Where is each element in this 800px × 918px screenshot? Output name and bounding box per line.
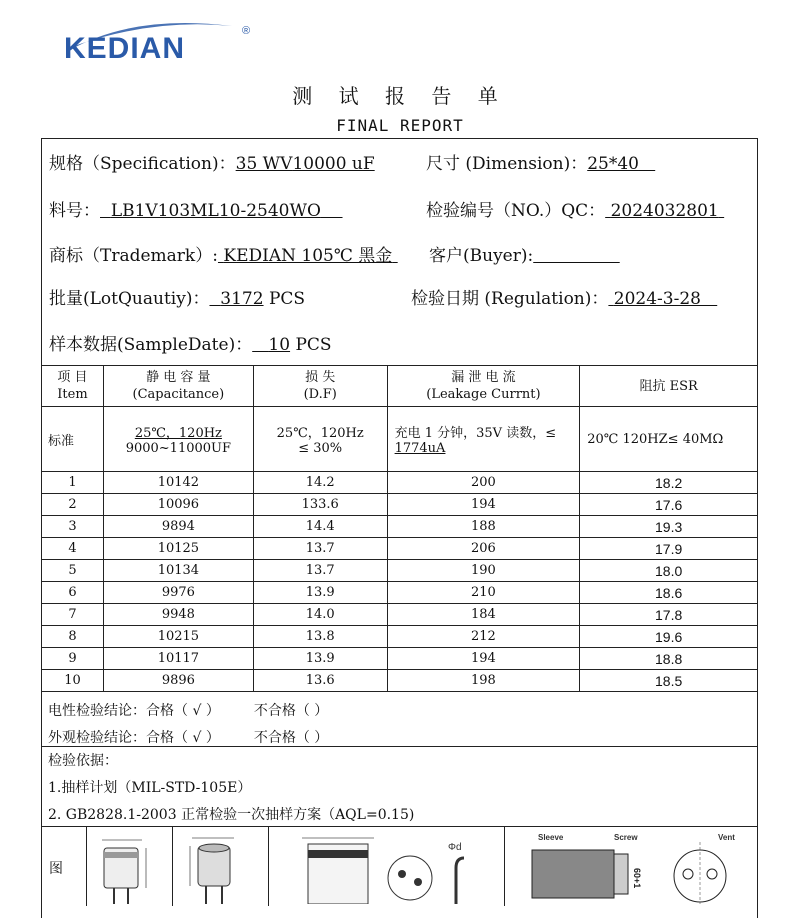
test-results-table (41, 365, 758, 692)
logo-registered-mark: ® (242, 25, 251, 37)
kedian-logo (64, 20, 264, 70)
cell-df: 13.7 (253, 560, 387, 582)
table-row (42, 648, 758, 670)
cell-capacitance: 9896 (103, 670, 253, 692)
basis-2: 2. GB2828.1-2003 正常检验一次抽样方案（AQL=0.15) (48, 807, 415, 823)
table-row (42, 494, 758, 516)
lot-label: 批量(LotQuautiy)： (49, 289, 210, 309)
side-mark-label: 60+1 (632, 868, 642, 889)
screw-capacitor-drawing (510, 828, 754, 904)
screw-label: Screw (614, 833, 638, 842)
table-row (42, 582, 758, 604)
cell-item: 7 (42, 604, 104, 626)
cell-esr: 17.8 (580, 604, 758, 626)
cell-esr: 18.2 (580, 472, 758, 494)
trademark-value: KEDIAN 105℃ 黑金 (223, 246, 393, 266)
dimension-label: 尺寸 (Dimension)： (426, 154, 588, 174)
cell-leakage: 194 (387, 648, 580, 670)
cell-leakage: 210 (387, 582, 580, 604)
divider (172, 826, 173, 906)
header-leakage-en: (Leakage Currnt) (426, 387, 541, 402)
table-row (42, 670, 758, 692)
inspection-no-line (426, 196, 724, 221)
cell-df: 13.9 (253, 582, 387, 604)
header-item-cn: 项 目 (57, 370, 88, 385)
cell-df: 13.6 (253, 670, 387, 692)
cell-leakage: 198 (387, 670, 580, 692)
standard-label: 标准 (42, 407, 104, 472)
table-row (42, 604, 758, 626)
logo-text: KEDIAN (64, 32, 186, 65)
appearance-conclusion (48, 727, 328, 747)
lot-line (49, 284, 305, 309)
inspection-no-value: 2024032801 (610, 201, 719, 221)
header-capacitance (103, 366, 253, 407)
cell-item: 1 (42, 472, 104, 494)
electrical-fail: 不合格（ ） (253, 703, 329, 719)
header-df-cn: 损 失 (305, 370, 336, 385)
divider (41, 826, 758, 827)
standard-cap-line1: 25℃，120Hz (134, 426, 222, 441)
inspection-no-label: 检验编号（NO.）QC： (426, 201, 606, 221)
vent-label: Vent (718, 833, 735, 842)
cell-capacitance: 10142 (103, 472, 253, 494)
standard-df (253, 407, 387, 472)
cell-capacitance: 10125 (103, 538, 253, 560)
drawing-label: 图 (49, 861, 63, 877)
cell-capacitance: 10096 (103, 494, 253, 516)
trademark-line (49, 241, 398, 266)
divider (86, 826, 87, 906)
cell-esr: 19.6 (580, 626, 758, 648)
lot-value: 3172 (220, 289, 264, 309)
standard-df-line1: 25℃，120Hz (276, 426, 364, 441)
part-label: 料号： (49, 201, 100, 221)
table-row (42, 626, 758, 648)
electrical-pass: 电性检验结论：合格（ √ ） (48, 703, 220, 719)
standard-leak-line2: 1774uA (394, 441, 446, 456)
header-df (253, 366, 387, 407)
sample-label: 样本数据(SampleDate)： (49, 335, 253, 355)
basis-1: 1.抽样计划（MIL-STD-105E） (48, 780, 252, 796)
standard-leakage (387, 407, 580, 472)
cell-item: 4 (42, 538, 104, 560)
cell-capacitance: 9948 (103, 604, 253, 626)
cell-df: 14.0 (253, 604, 387, 626)
standard-capacitance (103, 407, 253, 472)
cell-capacitance: 9894 (103, 516, 253, 538)
standard-leak-line1: 充电 1 分钟，35V 读数，≤ (394, 426, 557, 441)
cell-esr: 17.6 (580, 494, 758, 516)
standard-cap-line2: 9000~11000UF (125, 441, 232, 456)
dimension-line (426, 149, 655, 174)
basis-title: 检验依据： (48, 753, 118, 769)
electrical-conclusion (48, 700, 328, 720)
lot-unit: PCS (268, 289, 306, 309)
cell-leakage: 200 (387, 472, 580, 494)
trademark-label: 商标（Trademark）: (49, 246, 218, 266)
cell-capacitance: 10117 (103, 648, 253, 670)
header-item (42, 366, 104, 407)
divider (41, 746, 758, 747)
buyer-blank (533, 246, 619, 266)
header-esr (580, 366, 758, 407)
table-row (42, 516, 758, 538)
standard-esr: 20℃ 120HZ≤ 40MΩ (580, 407, 758, 472)
sample-unit: PCS (295, 335, 332, 355)
spec-capacitance: 10000 uF (292, 154, 375, 174)
header-item-en: Item (57, 387, 88, 402)
spec-label: 规格（Specification)： (49, 154, 236, 174)
cell-item: 6 (42, 582, 104, 604)
cell-df: 14.4 (253, 516, 387, 538)
divider (504, 826, 505, 906)
header-esr-cn: 阻抗 ESR (639, 378, 698, 394)
report-title-cn: 测 试 报 告 单 (292, 84, 508, 108)
cell-df: 133.6 (253, 494, 387, 516)
cell-esr: 19.3 (580, 516, 758, 538)
header-capacitance-en: (Capacitance) (132, 387, 225, 402)
cell-item: 10 (42, 670, 104, 692)
cell-esr: 18.5 (580, 670, 758, 692)
table-header-row (42, 366, 758, 407)
cell-item: 5 (42, 560, 104, 582)
header-df-en: (D.F) (303, 387, 337, 402)
cell-df: 13.9 (253, 648, 387, 670)
table-row (42, 538, 758, 560)
cell-item: 2 (42, 494, 104, 516)
cell-item: 3 (42, 516, 104, 538)
cell-capacitance: 9976 (103, 582, 253, 604)
spec-line (49, 149, 375, 174)
regulation-value: 2024-3-28 (613, 289, 701, 309)
spec-voltage: 35 WV (235, 154, 293, 174)
header-capacitance-cn: 静 电 容 量 (146, 370, 211, 385)
capacitor-front-drawing (92, 828, 168, 904)
standard-df-line2: ≤ 30% (298, 441, 343, 456)
cell-esr: 18.6 (580, 582, 758, 604)
table-row (42, 472, 758, 494)
part-value: LB1V103ML10-2540WO (110, 201, 321, 221)
standard-row (42, 407, 758, 472)
sample-line (49, 330, 332, 355)
cell-leakage: 190 (387, 560, 580, 582)
regulation-line (411, 284, 717, 309)
cell-item: 8 (42, 626, 104, 648)
cell-leakage: 212 (387, 626, 580, 648)
appearance-pass: 外观检验结论：合格（ √ ） (48, 730, 220, 746)
dimension-value: 25*40 (587, 154, 639, 174)
cell-df: 14.2 (253, 472, 387, 494)
cell-capacitance: 10215 (103, 626, 253, 648)
cell-esr: 18.0 (580, 560, 758, 582)
cell-leakage: 194 (387, 494, 580, 516)
header-leakage-cn: 漏 泄 电 流 (451, 370, 516, 385)
sleeve-label: Sleeve (538, 833, 564, 842)
sample-value: 10 (268, 335, 291, 355)
report-title-en: FINAL REPORT (336, 116, 464, 135)
divider (268, 826, 269, 906)
result-rows (42, 472, 758, 692)
table-row (42, 560, 758, 582)
cell-esr: 17.9 (580, 538, 758, 560)
buyer-label: 客户(Buyer): (429, 246, 534, 266)
cell-df: 13.7 (253, 538, 387, 560)
cell-leakage: 188 (387, 516, 580, 538)
snap-in-capacitor-drawing (278, 828, 498, 904)
cell-df: 13.8 (253, 626, 387, 648)
header-leakage (387, 366, 580, 407)
cell-item: 9 (42, 648, 104, 670)
cell-capacitance: 10134 (103, 560, 253, 582)
capacitor-side-drawing (180, 828, 264, 904)
regulation-label: 检验日期 (Regulation)： (411, 289, 609, 309)
appearance-fail: 不合格（ ） (253, 730, 329, 746)
phi-d-label: Φd (448, 842, 462, 853)
cell-leakage: 206 (387, 538, 580, 560)
buyer-line (429, 241, 620, 266)
cell-esr: 18.8 (580, 648, 758, 670)
part-line (49, 196, 343, 221)
cell-leakage: 184 (387, 604, 580, 626)
